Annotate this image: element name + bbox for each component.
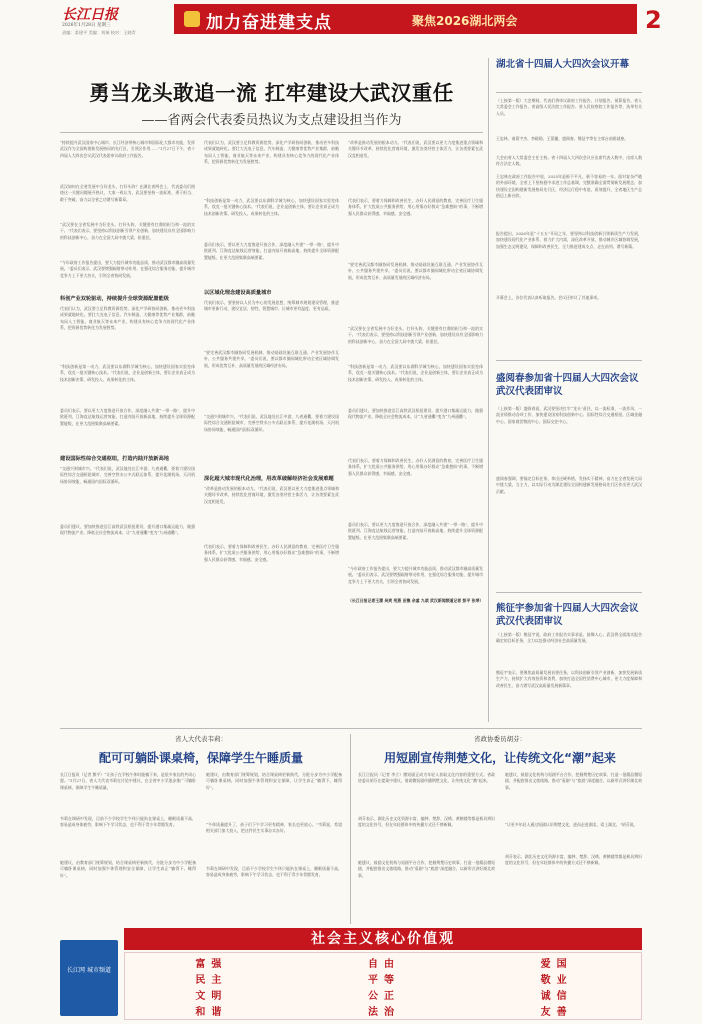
value-word: 公正 xyxy=(367,991,400,1002)
lead-para: 代表们表示，要着力保障和改善民生，办好人民满意的教育，完善医疗卫生服务体系，扩大优质公共服务供给，用心用情办好群众“急难愁盼”的事，不断增强人民群众获得感、幸福感、安全感。 xyxy=(348,198,483,216)
core-values-grid xyxy=(124,952,642,1020)
banner-title: 加力奋进建支点 xyxy=(206,13,332,33)
lead-para: “科技创新是第一动力，武汉要以东湖科学城为核心，加快建设国家实验室体系，攻克一批关键核心技术。”代表们说，企业是创新主体，要让企业真正成为技术创新决策、研发投入、成果转化的主体。 xyxy=(348,364,483,382)
side-para: 王忠林、诸葛宇杰、李殿勋、王蒙徽、盛阅春、熊征宇等在主席台前排就座。 xyxy=(496,136,629,141)
value-word: 诚信 xyxy=(540,991,573,1002)
core-values-title-bar xyxy=(124,928,642,950)
lead-article xyxy=(60,48,483,724)
banner-flag-icon xyxy=(184,11,200,27)
lead-subheading: 科创产业双轮驱动，持续提升全球资源配置能级 xyxy=(60,296,169,302)
side-story-3 xyxy=(496,592,642,724)
bottom-kicker: 省人大代表韦莉： xyxy=(175,735,227,743)
value-word: 法治 xyxy=(367,1007,400,1018)
lead-para: “交通兴则城市兴。”代表们说，武汉地处长江中游、九省通衢，要着力建设国际性综合交通枢纽城市，完善空铁水公多式联运体系，提升花湖机场、天河机场协同效能，畅通国内国际双循环。 xyxy=(204,414,339,432)
bottom-title: 配可可躺卧课桌椅，保障学生午睡质量 xyxy=(98,751,303,765)
lead-para: 代表们表示，要坚持以人民为中心的发展思想，统筹城市规划建设管理，推进城市更新行动，建设宜居、韧性、智慧城市，让城市更有温度、更有品质。 xyxy=(204,300,339,312)
lead-col-2 xyxy=(204,140,339,720)
lead-subheading: 以区域化理念建设高质量城市 xyxy=(204,290,272,296)
lead-para: “今年政府工作报告提出，要大力提升城市功能品质，推动武汉都市圈高质量发展。”委员们表示，武汉要增强辐射带动作用，在强化综合服务功能、提升城市竞争力上下更大功夫，引领全省协同发展。 xyxy=(348,566,483,584)
value-word: 和谐 xyxy=(195,1007,228,1018)
bottom-para: 胡芬表示，湖北历史文化资源丰富，编钟、楚辞、汉绣、黄鹤楼等都是极具辨识度的文化符号，但在年轻群体中的传播方式还不够新颖。 xyxy=(358,816,495,828)
side-para: 盛阅春强调，要锚定目标任务，拿出过硬举措，发扬实干精神，奋力在全省发展大局中挑大梁、当主力，以实际行动为湖北建设全国构建新发展格局先行区作出更大武汉贡献。 xyxy=(496,476,642,494)
bottom-para: 长江日报讯（记者 熊平）“让孩子在学校午休时能躺下来，是很多家长的共同心愿。”1月27日，省人大代表韦莉在讨论中建议，在全省中小学逐步推广可躺卧课桌椅，保障学生午睡质量。 xyxy=(60,772,196,790)
value-word: 敬业 xyxy=(540,975,573,986)
bottom-para: 她建议，由教育部门统筹规划，结合课桌椅更新换代，分批分步为中小学配备可躺卧课桌椅，同时加强午休管理和安全保障，让学生真正“躺得下、睡得好”。 xyxy=(206,772,342,790)
side-para: （上接第一版）盛阅春说，武汉要坚决扛牢“龙头”责任，以一流标准、一流作风、一流业绩推动各项工作，加快建设国家科技创新中心、国际性综合交通枢纽、区域金融中心、国家商贸物流中心、国际交往中心。 xyxy=(496,406,642,424)
lead-para: 委员们表示，要以更大力度推进开放合作，深度融入共建“一带一路”，提升中欧班列、江海直达航线运营效能，打造内陆开放新高地，持续提升全球资源配置能级，在更大范围集聚高端要素。 xyxy=(348,522,483,540)
bottom-para: “让更多年轻人通过短剧认识荆楚文化，进而走进湖北、爱上湖北。”胡芬说。 xyxy=(505,822,638,827)
side-para: 熊征宇表示，要聚焦高质量发展首要任务，以科技创新引领产业创新，加快发展新质生产力，持续扩大有效投资和消费，加快打造全国性消费中心城市，更大力度保障和改善民生，奋力谱写武汉高质量发展新篇章。 xyxy=(496,670,642,688)
bottom-para: 她建议，鼓励文化机构与短剧平台合作，挖掘荆楚历史故事，打造一批精品微短剧，并配套推出文旅线路，推动“看剧”与“旅游”深度融合，以新形式讲好湖北故事。 xyxy=(505,772,642,790)
core-values-banner xyxy=(60,928,642,1020)
value-word: 爱国 xyxy=(540,959,573,970)
side-para: 大会由省人大常委会主任主持。省十四届人大四次会议应出席代表人数中，出席人数符合法定人数。 xyxy=(496,155,642,167)
bottom-story-1 xyxy=(60,734,342,924)
issue-date: 2026年1月28日 星期三 xyxy=(62,23,111,28)
lead-para: “要完善武汉都市圈协同发展机制，推动基础设施互联互通、产业发展协作互补、公共服务共建共享。”委员们说，要以都市圈同城化带动全省区域协调发展，形成优势互补、高质量发展的区域经济布局。 xyxy=(348,262,483,280)
lead-para: “武汉要在全省发展中当好龙头、打好头阵，关键要有扛鼎的担当和一流的实干。”代表们表示，要坚持以科技创新引领产业创新，加快建设具有全国影响力的科技创新中心，奋力在全国大局中挑大梁、担重任。 xyxy=(348,326,483,344)
value-word: 民主 xyxy=(195,975,228,986)
side-para: 王忠林在政府工作报告中说，2025年是极不平凡、极不容易的一年。面对复杂严峻的外部环境，全省上下坚持稳中求进工作总基调，完整准确全面贯彻新发展理念，加快建设全国构建新发展格局先行区，经济运行稳中有进、质效提升，全省地区生产总值迈上新台阶。 xyxy=(496,174,642,198)
editors-line: 责编：姜建平 美编：刘瑞 校对：王晓青 xyxy=(62,30,136,35)
side-story-2 xyxy=(496,360,642,590)
side-title: 熊征宇参加省十四届人大四次会议武汉代表团审议 xyxy=(496,603,639,627)
side-para: （上接第一版）熊征宇说，政府工作报告实事求是、鼓舞人心，武汉将全面落实报告确定的目标任务，全力以赴推动经济社会高质量发展。 xyxy=(496,632,642,644)
value-word: 富强 xyxy=(195,959,228,970)
lead-subheading: 建设国际性综合交通枢纽，打造内陆开放新高地 xyxy=(60,456,169,462)
paper-logo: 长江日报 xyxy=(62,7,118,23)
lead-subheading: 深化超大城市现代化治理，用改革破解经济社会发展难题 xyxy=(204,476,334,482)
lead-para: 代表们表示，要着力保障和改善民生，办好人民满意的教育，完善医疗卫生服务体系，扩大优质公共服务供给，用心用情办好群众“急难愁盼”的事，不断增强人民群众获得感、幸福感、安全感。 xyxy=(204,544,339,562)
side-para: 报告提出，2026年是“十五五”开局之年，要坚持以科技创新引领新质生产力发展，加快建设现代化产业体系，着力扩大内需，深化改革开放，推动城乡区域协调发展，加强生态文明建设，保障和改善民生，全力推进建成支点、走在前列、谱写新篇。 xyxy=(496,231,642,249)
banner-bar xyxy=(174,4,637,34)
value-word: 文明 xyxy=(195,991,228,1002)
bottom-story-2 xyxy=(358,734,642,924)
lead-para: “改革是推动发展的根本动力。”代表们说，武汉要以更大力度推进重点领域和关键环节改革，持续优化营商环境，激发各类经营主体活力，让各类要素在武汉竞相迸发。 xyxy=(348,140,483,158)
masthead xyxy=(0,0,702,40)
lead-para: “交通兴则城市兴。”代表们说，武汉地处长江中游、九省通衢，要着力建设国际性综合交通枢纽城市，完善空铁水公多式联运体系，提升花湖机场、天河机场协同效能，畅通国内国际双循环。 xyxy=(60,466,195,484)
lead-para: 代表们认为，武汉要立足科教资源优势，深化产学研协同创新，推动更多科技成果就地转化。要壮大光电子信息、汽车制造、大健康等优势产业集群，前瞻布局人工智能、商业航天等未来产业，构建具有核心竞争力的现代化产业体系，把资源优势转化为发展胜势。 xyxy=(204,140,339,164)
bottom-para: 她建议，由教育部门统筹规划，结合课桌椅更新换代，分批分步为中小学配备可躺卧课桌椅，同时加强午休管理和安全保障，让学生真正“躺得下、睡得好”。 xyxy=(60,860,196,878)
side-para: （上接第一版）大会期间，代表们将审议政府工作报告、计划报告、预算报告、省人大常委会工作报告、省高级人民法院工作报告、省人民检察院工作报告等，选举有关人员。 xyxy=(496,98,642,116)
lead-col-1 xyxy=(60,140,195,720)
lead-para: “科技创新是第一动力，武汉要以东湖科学城为核心，加快建设国家实验室体系，攻克一批关键核心技术。”代表们说，企业是创新主体，要让企业真正成为技术创新决策、研发投入、成果转化的主体。 xyxy=(60,364,195,382)
side-title: 盛阅春参加省十四届人大四次会议武汉代表团审议 xyxy=(496,373,639,397)
side-para: 开幕会上，各位代表认真听取报告。会议还审议了其他事项。 xyxy=(496,295,602,300)
lead-para: “武汉要在全省发展中当好龙头、打好头阵，关键要有扛鼎的担当和一流的实干。”代表们表示，要坚持以科技创新引领产业创新，加快建设具有全国影响力的科技创新中心，奋力在全国大局中挑大梁、担重任。 xyxy=(60,222,195,240)
bottom-para: 韦莉在调研中发现，目前不少学校学生午休只能趴在课桌上，睡眠质量不高，容易造成身体疲劳，影响下午学习状态，也不利于青少年骨骼发育。 xyxy=(60,816,196,828)
page-number: 2 xyxy=(645,6,662,34)
lead-para: “持续提升武汉国家中心城市、长江经济带核心城市和国际化大都市功能，发挥武汉作为全国构建新发展格局的先行区、引领区作用……”1月27日下午，省十四届人大四次会议武汉代表团审议政府工作报告。 xyxy=(60,140,195,158)
lead-title: 勇当龙头敢追一流 扛牢建设大武汉重任 xyxy=(89,81,454,105)
lead-para: 委员们表示，要以更大力度推进开放合作，深度融入共建“一带一路”，提升中欧班列、江海直达航线运营效能，打造内陆开放新高地，持续提升全球资源配置能级，在更大范围集聚高端要素。 xyxy=(60,408,195,426)
bottom-para: “午休质量提升了，孩子们下午学习更有精神，家长也更放心。”韦莉说，希望相关部门加大投入，把这件民生实事办实办好。 xyxy=(206,822,342,834)
lead-para: “要完善武汉都市圈协同发展机制，推动基础设施互联互通、产业发展协作互补、公共服务共建共享。”委员们说，要以都市圈同城化带动全省区域协调发展，形成优势互补、高质量发展的区域经济布局。 xyxy=(204,350,339,368)
bottom-para: 她建议，鼓励文化机构与短剧平台合作，挖掘荆楚历史故事，打造一批精品微短剧，并配套推出文旅线路，推动“看剧”与“旅游”深度融合，以新形式讲好湖北故事。 xyxy=(358,860,495,878)
bottom-title: 用短剧宣传荆楚文化，让传统文化“潮”起来 xyxy=(384,751,616,765)
bottom-kicker: 省政协委员胡芬： xyxy=(474,735,526,743)
value-word: 平等 xyxy=(367,975,400,986)
bottom-para: 韦莉在调研中发现，目前不少学校学生午休只能趴在课桌上，睡眠质量不高，容易造成身体疲劳，影响下午学习状态，也不利于青少年骨骼发育。 xyxy=(206,866,342,878)
bottom-para: 长江日报讯（记者 李立）微短剧正成为年轻人获取文化内容的重要方式。省政协委员胡芬在提案中建议，借助微短剧传播荆楚文化，让传统文化“潮”起来。 xyxy=(358,772,495,784)
value-word: 友善 xyxy=(540,1007,573,1018)
lead-col-3 xyxy=(348,140,483,720)
lead-para: 代表们认为，武汉要立足科教资源优势，深化产学研协同创新，推动更多科技成果就地转化。要壮大光电子信息、汽车制造、大健康等优势产业集群，前瞻布局人工智能、商业航天等未来产业，构建具有核心竞争力的现代化产业体系，把资源优势转化为发展胜势。 xyxy=(60,306,195,330)
lead-para: 委员们建议，要加快推进沿江高铁武汉枢纽建设，提升港口集疏运能力，做强现代物流产业，降低全社会物流成本，让“九省通衢”变为“九州通衢”。 xyxy=(348,408,483,420)
lead-para: “今年政府工作报告提出，要大力提升城市功能品质，推动武汉都市圈高质量发展。”委员们表示，武汉要增强辐射带动作用，在强化综合服务功能、提升城市竞争力上下更大功夫，引领全省协同发展。 xyxy=(60,260,195,278)
side-title: 湖北省十四届人大四次会议开幕 xyxy=(496,59,630,70)
bottom-para: 胡芬表示，湖北历史文化资源丰富，编钟、楚辞、汉绣、黄鹤楼等都是极具辨识度的文化符号，但在年轻群体中的传播方式还不够新颖。 xyxy=(505,854,642,866)
core-values-title: 社会主义核心价值观 xyxy=(311,931,455,947)
logo-text: 长江网 城市频道 xyxy=(67,967,111,974)
lead-para: 代表们表示，要着力保障和改善民生，办好人民满意的教育，完善医疗卫生服务体系，扩大优质公共服务供给，用心用情办好群众“急难愁盼”的事，不断增强人民群众获得感、幸福感、安全感。 xyxy=(348,458,483,476)
lead-para: 委员们建议，要加快推进沿江高铁武汉枢纽建设，提升港口集疏运能力，做强现代物流产业，降低全社会物流成本，让“九省通衢”变为“九州通衢”。 xyxy=(60,524,195,536)
lead-subtitle: ——省两会代表委员热议为支点建设担当作为 xyxy=(141,113,402,128)
lead-para: 武汉如何在全省发展中当好龙头、打好头阵？在湖北省两会上，代表委员们围绕这一关键问题展开热议，大家一致认为，武汉要坚持一流标准，勇于担当、敢于突破，奋力以全省之功谱写新篇章。 xyxy=(60,184,195,202)
side-story-1 xyxy=(496,58,642,358)
value-word: 自由 xyxy=(367,959,400,970)
banner-section: 聚焦2026湖北两会 xyxy=(412,14,518,28)
lead-para: 委员们表示，要以更大力度推进开放合作，深度融入共建“一带一路”，提升中欧班列、江海直达航线运营效能，打造内陆开放新高地，持续提升全球资源配置能级，在更大范围集聚高端要素。 xyxy=(204,242,339,260)
lead-credit: （长江日报记者王潇 吴爽 苑燕 田豫 余睿 九颂 武汉新闻频道记者 彭平 张琴） xyxy=(348,598,483,603)
core-values-logo xyxy=(60,940,118,1016)
lead-para: “科技创新是第一动力，武汉要以东湖科学城为核心，加快建设国家实验室体系，攻克一批关键核心技术。”代表们说，企业是创新主体，要让企业真正成为技术创新决策、研发投入、成果转化的主体。 xyxy=(204,198,339,216)
lead-para: “改革是推动发展的根本动力。”代表们说，武汉要以更大力度推进重点领域和关键环节改革，持续优化营商环境，激发各类经营主体活力，让各类要素在武汉竞相迸发。 xyxy=(204,486,339,504)
